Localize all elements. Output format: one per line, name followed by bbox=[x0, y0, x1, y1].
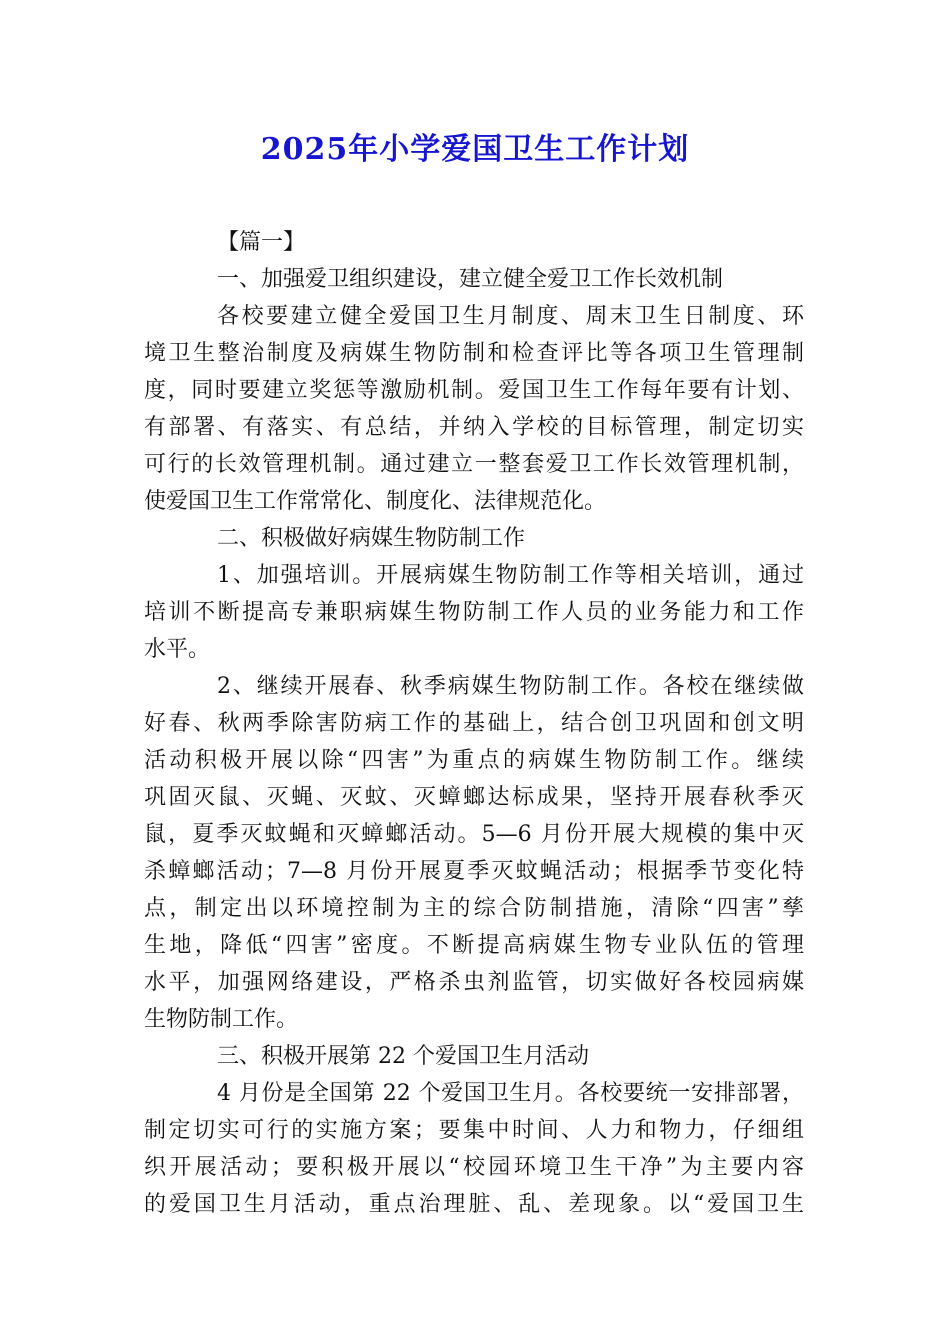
text-line: 培训不断提高专兼职病媒生物防制工作人员的业务能力和工作 bbox=[144, 600, 804, 625]
document-title: 2025年小学爱国卫生工作计划 bbox=[260, 132, 690, 167]
text-line: 的爱国卫生月活动，重点治理脏、乱、差现象。以“爱国卫生 bbox=[144, 1192, 804, 1217]
text-line: 二、积极做好病媒生物防制工作 bbox=[217, 526, 526, 551]
text-line: 巩固灭鼠、灭蝇、灭蚊、灭蟑螂达标成果，坚持开展春秋季灭 bbox=[144, 785, 804, 810]
text-line: 度，同时要建立奖惩等激励机制。爱国卫生工作每年要有计划、 bbox=[144, 378, 804, 403]
document-body bbox=[144, 224, 804, 1223]
text-line: 三、积极开展第 22 个爱国卫生月活动 bbox=[217, 1044, 589, 1069]
text-line: 各校要建立健全爱国卫生月制度、周末卫生日制度、环 bbox=[217, 304, 804, 329]
text-line: 2、继续开展春、秋季病媒生物防制工作。各校在继续做 bbox=[217, 674, 804, 699]
text-line: 有部署、有落实、有总结，并纳入学校的目标管理，制定切实 bbox=[144, 415, 804, 440]
text-line: 制定切实可行的实施方案；要集中时间、人力和物力，仔细组 bbox=[144, 1118, 804, 1143]
text-line: 好春、秋两季除害防病工作的基础上，结合创卫巩固和创文明 bbox=[144, 711, 804, 736]
text-line: 活动积极开展以除“四害”为重点的病媒生物防制工作。继续 bbox=[144, 748, 804, 773]
text-line: 杀蟑螂活动；7—8 月份开展夏季灭蚊蝇活动；根据季节变化特 bbox=[144, 859, 804, 884]
text-line: 可行的长效管理机制。通过建立一整套爱卫工作长效管理机制， bbox=[144, 452, 804, 477]
text-line: 鼠，夏季灭蚊蝇和灭蟑螂活动。5—6 月份开展大规模的集中灭 bbox=[144, 822, 804, 847]
text-line: 境卫生整治制度及病媒生物防制和检查评比等各项卫生管理制 bbox=[144, 341, 804, 366]
text-line: 生地，降低“四害”密度。不断提高病媒生物专业队伍的管理 bbox=[144, 933, 804, 958]
text-line: 织开展活动；要积极开展以“校园环境卫生干净”为主要内容 bbox=[144, 1155, 804, 1180]
text-line: 点，制定出以环境控制为主的综合防制措施，清除“四害”孳 bbox=[144, 896, 804, 921]
text-line: 4 月份是全国第 22 个爱国卫生月。各校要统一安排部署， bbox=[217, 1081, 804, 1106]
text-line: 水平，加强网络建设，严格杀虫剂监管，切实做好各校园病媒 bbox=[144, 970, 804, 995]
text-line: 水平。 bbox=[144, 637, 211, 662]
text-line: 1、加强培训。开展病媒生物防制工作等相关培训，通过 bbox=[217, 563, 804, 588]
text-line: 一、加强爱卫组织建设，建立健全爱卫工作长效机制 bbox=[217, 267, 724, 292]
text-line: 生物防制工作。 bbox=[144, 1007, 299, 1032]
text-line: 【篇一】 bbox=[217, 230, 306, 255]
text-line: 使爱国卫生工作常常化、制度化、法律规范化。 bbox=[144, 489, 607, 514]
